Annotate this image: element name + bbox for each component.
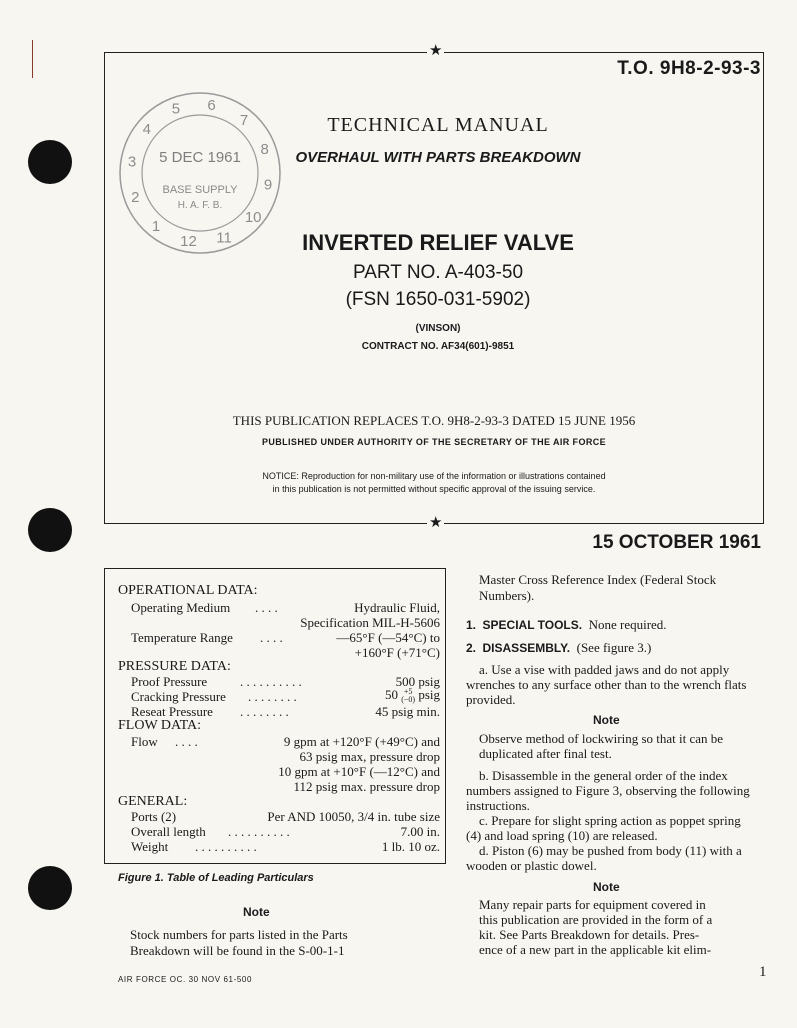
- dots: . . . .: [175, 734, 198, 749]
- note2-line3: kit. See Parts Breakdown for details. Pres-: [479, 927, 700, 942]
- stamp-ring-number: 7: [239, 111, 249, 129]
- weight-label: Weight: [131, 839, 169, 854]
- pressure-data-header: PRESSURE DATA:: [118, 659, 231, 674]
- operating-medium-label: Operating Medium: [131, 600, 231, 615]
- dots: . . . . . . . . . .: [240, 674, 302, 689]
- stamp-ring-number: 4: [142, 121, 151, 138]
- notice-line2: in this publication is not permitted without specific approval of the issuing service.: [272, 484, 596, 494]
- replaces-line: THIS PUBLICATION REPLACES T.O. 9H8-2-93-3 DATED 15 JUNE 1956: [232, 413, 636, 428]
- note1-line2: duplicated after final test.: [479, 746, 612, 761]
- step-c-line2: (4) and load spring (10) are released.: [466, 828, 658, 843]
- issue-date: 15 OCTOBER 1961: [592, 532, 761, 553]
- left-note-heading: Note: [243, 905, 270, 919]
- page-number: 1: [759, 964, 767, 980]
- stamp-ring-number: 1: [151, 218, 161, 236]
- flow-value1: 9 gpm at +120°F (+49°C) and: [283, 734, 440, 749]
- ports-label: Ports (2): [131, 809, 177, 824]
- note2-line2: this publication are provided in the form of a: [479, 912, 713, 927]
- note1-line1: Observe method of lockwiring so that it can be: [479, 731, 724, 746]
- weight-value: 1 lb. 10 oz.: [381, 839, 440, 854]
- temperature-value1: —65°F (—54°C) to: [336, 630, 440, 645]
- cracking-pressure-label: Cracking Pressure: [131, 689, 226, 704]
- note2-line1: Many repair parts for equipment covered in: [479, 897, 706, 912]
- section-disassembly: 2. DISASSEMBLY. (See figure 3.): [466, 640, 652, 655]
- stamp-ring-number: 5: [171, 100, 181, 118]
- figure-caption: Figure 1. Table of Leading Particulars: [118, 872, 314, 884]
- dots: . . . . . . . . . .: [228, 824, 290, 839]
- authority-line: PUBLISHED UNDER AUTHORITY OF THE SECRETARY OF THE AIR FORCE: [261, 437, 607, 447]
- left-note-line1: Stock numbers for parts listed in the Parts: [130, 927, 348, 942]
- reseat-pressure-label: Reseat Pressure: [131, 704, 213, 719]
- manufacturer: (VINSON): [415, 323, 461, 334]
- ports-value: Per AND 10050, 3/4 in. tube size: [267, 809, 440, 824]
- proof-pressure-label: Proof Pressure: [131, 674, 208, 689]
- item-title: INVERTED RELIEF VALVE: [302, 230, 574, 255]
- flow-value2: 63 psig max, pressure drop: [299, 749, 440, 764]
- step-d-line2: wooden or plastic dowel.: [466, 858, 597, 873]
- star-bottom: ★: [429, 515, 443, 531]
- stamp-ring-number: 8: [260, 140, 269, 158]
- continued-line1: Master Cross Reference Index (Federal Stock: [479, 572, 717, 587]
- note1-heading: Note: [593, 713, 620, 727]
- overall-length-value: 7.00 in.: [400, 824, 440, 839]
- step-b-line1: b. Disassemble in the general order of the index: [479, 768, 728, 783]
- cracking-pressure-value: 50 (+5 −0) psig: [384, 687, 440, 705]
- operating-medium-value: Hydraulic Fluid,: [354, 600, 440, 615]
- contract-number: CONTRACT NO. AF34(601)-9851: [361, 341, 515, 352]
- stamp-line2: H. A. F. B.: [177, 200, 223, 211]
- stamp-ring-number: 12: [180, 233, 197, 250]
- stamp-ring-number: 9: [263, 176, 273, 194]
- note2-heading: Note: [593, 880, 620, 894]
- pencil-mark: [32, 40, 36, 78]
- stamp-ring-number: 3: [127, 153, 137, 171]
- continued-line2: Numbers).: [479, 588, 535, 603]
- footer-imprint: AIR FORCE OC. 30 NOV 61-500: [118, 975, 253, 984]
- step-b-line2: numbers assigned to Figure 3, observing the following: [466, 783, 750, 798]
- dots: . . . .: [260, 630, 283, 645]
- left-note-line2: Breakdown will be found in the S-00-1-1: [130, 943, 345, 958]
- note2-line4: ence of a new part in the applicable kit elim-: [479, 942, 712, 957]
- stamp-date: 5 DEC 1961: [159, 149, 241, 166]
- operating-medium-spec: Specification MIL-H-5606: [300, 615, 440, 630]
- to-number: T.O. 9H8-2-93-3: [617, 58, 761, 79]
- binding-hole-middle: [28, 508, 72, 552]
- reseat-pressure-value: 45 psig min.: [375, 704, 440, 719]
- operational-data-header: OPERATIONAL DATA:: [118, 583, 258, 598]
- dots: . . . . . . . . . .: [195, 839, 257, 854]
- manual-subtitle: OVERHAUL WITH PARTS BREAKDOWN: [295, 149, 581, 166]
- fsn-number: (FSN 1650-031-5902): [345, 289, 531, 310]
- stamp-line1: BASE SUPPLY: [162, 184, 238, 196]
- temperature-value2: +160°F (+71°C): [354, 645, 440, 660]
- flow-value4: 112 psig max. pressure drop: [293, 779, 440, 794]
- step-d-line1: d. Piston (6) may be pushed from body (11) with a: [479, 843, 742, 858]
- dots: . . . . . . . .: [240, 704, 289, 719]
- dots: . . . .: [255, 600, 278, 615]
- part-number: PART NO. A-403-50: [352, 262, 524, 283]
- technical-manual: TECHNICAL MANUAL: [327, 114, 549, 136]
- notice-line1: NOTICE: Reproduction for non-military use of the information or illustrations contained: [262, 471, 606, 481]
- stamp-ring-number: 11: [216, 229, 232, 247]
- step-a-line2: wrenches to any surface other than to the wrench flats: [466, 677, 747, 692]
- step-b-line3: instructions.: [466, 798, 530, 813]
- stamp-ring-number: 2: [131, 189, 140, 207]
- star-top: ★: [429, 43, 443, 59]
- step-c-line1: c. Prepare for slight spring action as poppet spring: [479, 813, 741, 828]
- section-special-tools: 1. SPECIAL TOOLS. None required.: [466, 617, 667, 632]
- general-header: GENERAL:: [118, 794, 188, 809]
- stamp-ring-number: 6: [207, 97, 216, 114]
- flow-data-header: FLOW DATA:: [118, 718, 202, 733]
- overall-length-label: Overall length: [131, 824, 206, 839]
- flow-label: Flow: [131, 734, 158, 749]
- dots: . . . . . . . .: [248, 689, 297, 704]
- temperature-label: Temperature Range: [131, 630, 233, 645]
- step-a-line1: a. Use a vise with padded jaws and do not apply: [479, 662, 730, 677]
- binding-hole-bottom: [28, 866, 72, 910]
- step-a-line3: provided.: [466, 692, 516, 707]
- stamp-ring-number: 10: [244, 209, 262, 226]
- proof-pressure-value: 500 psig: [395, 674, 440, 689]
- binding-hole-top: [28, 140, 72, 184]
- flow-value3: 10 gpm at +10°F (—12°C) and: [278, 764, 440, 779]
